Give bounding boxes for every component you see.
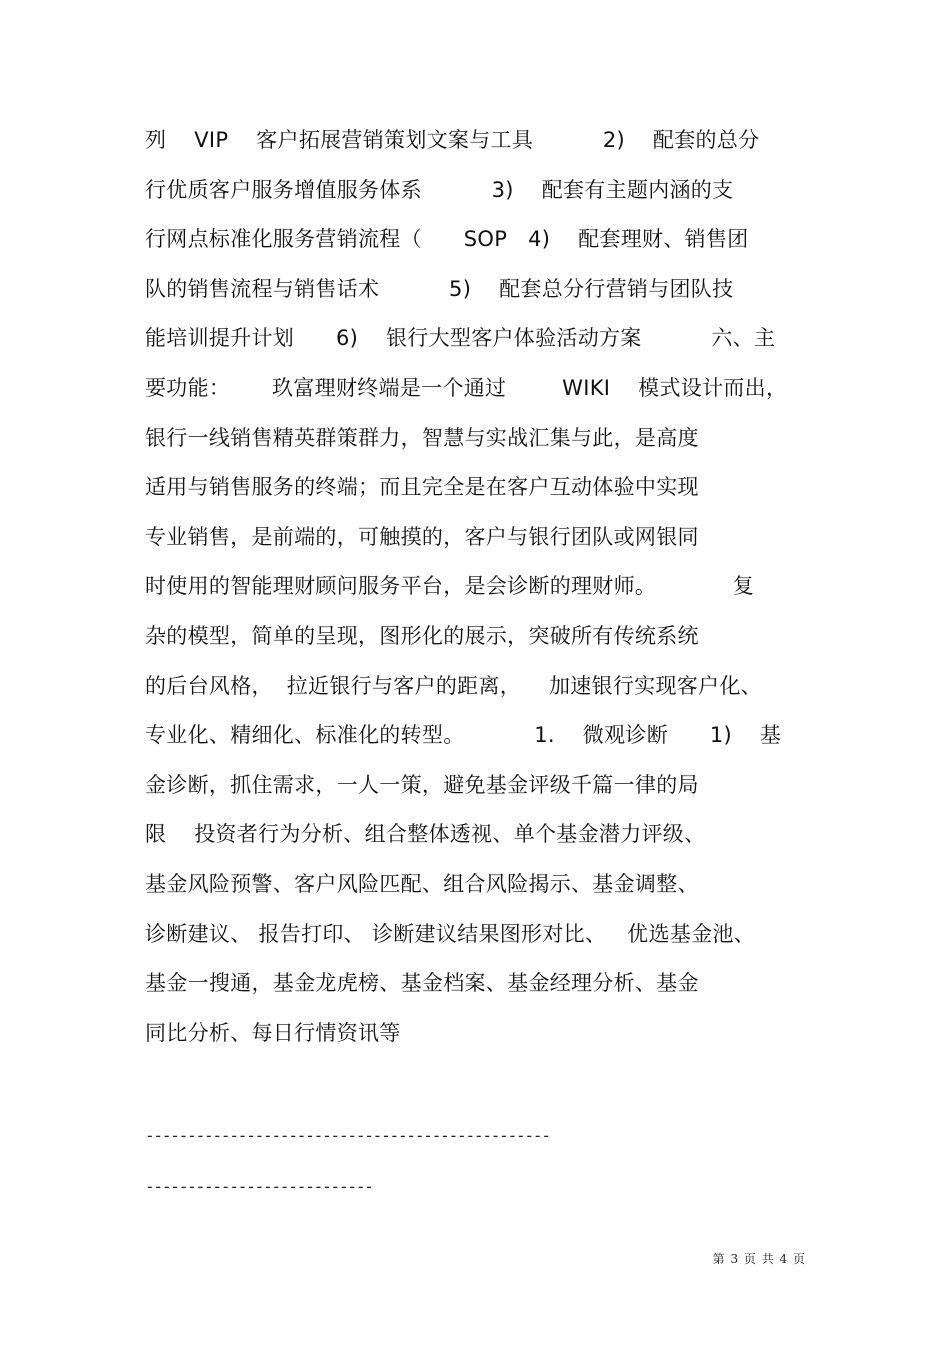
text-line: 行网点标准化服务营销流程（ SOP 4) 配套理财、销售团 bbox=[145, 227, 749, 252]
text-line: 能培训提升计划 6) 银行大型客户体验活动方案 六、主 bbox=[145, 326, 776, 351]
text-line: 适用与销售服务的终端；而且完全是在客户互动体验中实现 bbox=[145, 475, 699, 500]
text-line: 基金风险预警、客户风险匹配、组合风险揭示、基金调整、 bbox=[145, 871, 699, 896]
page-number-footer: 第 3 页 共 4 页 bbox=[712, 1252, 806, 1266]
text-line: 的后台风格， 拉近银行与客户的距离， 加速银行实现客户化、 bbox=[145, 673, 762, 698]
text-line: 杂的模型，简单的呈现，图形化的展示，突破所有传统系统 bbox=[145, 623, 699, 648]
text-line: 列 VIP 客户拓展营销策划文案与工具 2) 配套的总分 bbox=[145, 128, 760, 152]
text-line: 专业销售，是前端的，可触摸的，客户与银行团队或网银同 bbox=[145, 524, 699, 549]
text-line: 诊断建议、 报告打印、 诊断建议结果图形对比、 优选基金池、 bbox=[145, 921, 755, 946]
body-text bbox=[145, 116, 815, 1058]
dashed-separator: ------------------------------------------------ bbox=[145, 1126, 550, 1145]
text-line: 要功能： 玖富理财终端是一个通过 WIKI 模式设计而出， bbox=[145, 375, 788, 400]
text-line: 金诊断，抓住需求，一人一策，避免基金评级千篇一律的局 bbox=[145, 772, 699, 797]
text-line: 基金一搜通，基金龙虎榜、基金档案、基金经理分析、基金 bbox=[145, 971, 699, 996]
dashed-separator: --------------------------- bbox=[145, 1177, 373, 1196]
text-line: 队的销售流程与销售话术 5) 配套总分行营销与团队技 bbox=[145, 276, 734, 301]
text-line: 专业化、精细化、标准化的转型。 1. 微观诊断 1) 基 bbox=[145, 723, 782, 748]
text-line: 同比分析、每日行情资讯等 bbox=[145, 1020, 401, 1045]
text-line: 行优质客户服务增值服务体系 3) 配套有主题内涵的支 bbox=[145, 177, 734, 202]
text-line: 限 投资者行为分析、组合整体透视、单个基金潜力评级、 bbox=[145, 822, 706, 847]
text-line: 时使用的智能理财顾问服务平台，是会诊断的理财师。 复 bbox=[145, 574, 755, 599]
text-line: 银行一线销售精英群策群力，智慧与实战汇集与此，是高度 bbox=[145, 425, 699, 450]
